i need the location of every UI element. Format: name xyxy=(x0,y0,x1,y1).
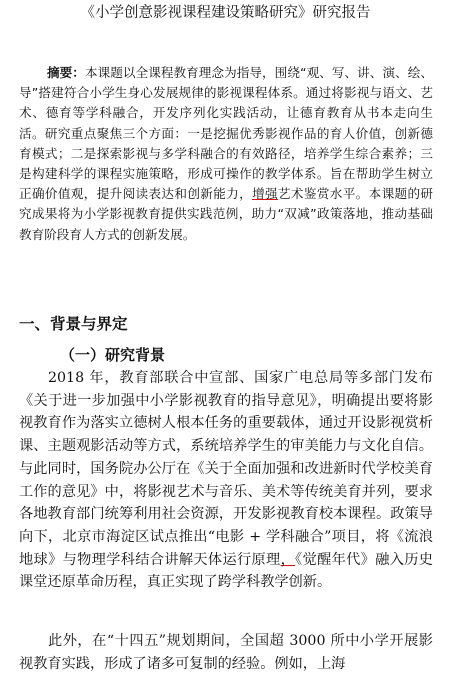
abstract-paragraph xyxy=(19,63,433,245)
abstract-label: 摘要： xyxy=(47,65,85,80)
abstract-text-part2: 艺术鉴赏水平。本课题的研究成果将为小学影视教育提供实践范例，助力“双减”政策落地，推动基础教育阶段育人方式的创新发展。 xyxy=(19,186,434,242)
body-paragraph-1 xyxy=(19,367,433,594)
section-heading-background: 一、背景与界定 xyxy=(19,314,128,333)
abstract-text-part1: 本课题以全课程教育理念为指导，围绕“观、写、讲、演、绘、导”搭建符合小学生身心发展规律的影视课程体系。通过将影视与语文、艺术、德育等学科融合，开发序列化实践活动，让德育教育从书本走向生活。研究重点聚焦三个方面：一是挖掘优秀影视作品的育人价值，创新德育模式；二是探索影视与多学科融合的有效路径，培养学生综合素养；三是构建科学的课程实施策略，形成可操作的教学体系。旨在帮助学生树立正确价值观，提升阅读表达和创新能力， xyxy=(19,65,433,202)
abstract-text-underlined: 增强 xyxy=(252,186,278,202)
subsection-heading-research-background: （一）研究背景 xyxy=(60,346,166,364)
body-paragraph-1-part1: 2018 年，教育部联合中宣部、国家广电总局等多部门发布《关于进一步加强中小学影视教育的指导意见》，明确提出要将影视教育作为落实立德树人根本任务的重要载体，通过开设影视赏析课、主题观影活动等方式，系统培养学生的审美能力与文化自信。与此同时，国务院办公厅在《关于全面加强和改进新时代学校美育工作的意见》中，将影视艺术与音乐、美术等传统美育并列，要求各地教育部门统筹利用社会资源，开发影视教育校本课程。政策导向下，北京市海淀区试点推出“电影 + 学科融合”项目，将《流浪地球》与物理学科结合讲解天体运行原理 xyxy=(19,370,433,568)
document-title: 《小学创意影视课程建设策略研究》研究报告 xyxy=(80,5,371,21)
body-paragraph-2: 此外，在“十四五”规划期间，全国超 3000 所中小学开展影视教育实践，形成了诸多可复制的经验。例如，上海 xyxy=(19,633,433,672)
body-paragraph-1-underlined: ， xyxy=(280,551,296,568)
body-paragraph-1-part2: 《觉醒年代》融入历史课堂还原革命历程，真正实现了跨学科教学创新。 xyxy=(19,551,433,591)
